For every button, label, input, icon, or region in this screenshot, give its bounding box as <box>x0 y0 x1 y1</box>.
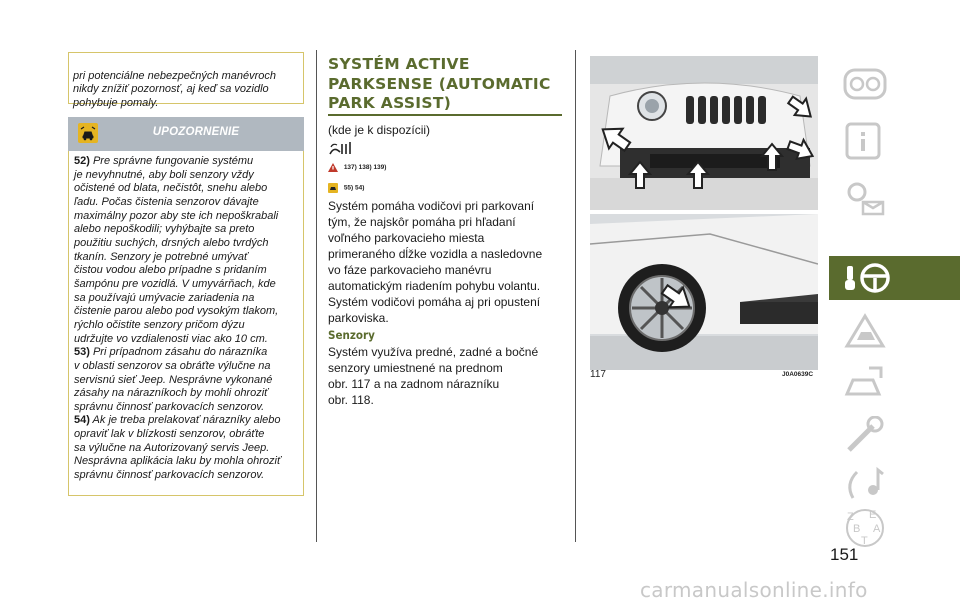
lights-icon <box>843 176 887 216</box>
warning-body <box>68 151 304 496</box>
section-title: SYSTÉM ACTIVE PARKSENSE (AUTOMATIC PARK ASSIST) <box>328 55 551 112</box>
sidebar-item-emergency[interactable] <box>829 358 960 414</box>
column-divider <box>575 50 576 542</box>
index-icon <box>843 506 887 550</box>
warning-item-53: 53) Pri prípadnom zásahu do nárazníka v oblasti senzorov sa obráťte výlučne na servisnú sieť Jeep. Nesprávne vykonané zásahy na nárazníkoch by mohli ohroziť správnu činnosť parkovacích senzorov. <box>74 346 273 413</box>
starting-driving-icon <box>843 260 891 296</box>
sensors-heading: Senzory <box>328 328 375 342</box>
sidebar-item-info[interactable] <box>829 116 960 172</box>
page-number: 151 <box>830 545 859 564</box>
sidebar-item-dashboard[interactable] <box>829 60 960 116</box>
warning-item-52: 52) Pre správne fungovanie systému je nevyhnutné, aby boli senzory vždy očistené od blata, nečistôt, snehu alebo ľadu. Počas čistenia senzorov dávajte maximálny pozor aby ste ich nepoškrabali alebo nepoškodili; vyhýbajte sa preto použitiu suchých, drsných alebo tvrdých tkanín. Senzory je potrebné umývať čistou vodou alebo prípadne s pridaním šampónu pre vozidlá. V umyvárňach, kde sa používajú umývacie zariadenia na čistenie parou alebo pod vysokým tlakom, rýchlo očistite senzory pričom dýzu udržujte vo vzdialenosti viac ako 10 cm. <box>74 155 279 345</box>
svg-text:A: A <box>873 523 881 535</box>
intro-paragraph: Systém pomáha vodičovi pri parkovaní tým, že najskôr pomáha pri hľadaní voľného parkovacieho miesta primeraného dĺžke vozidla a nasledovne vo fáze parkovacieho manévru automatickým riadením pohybu volantu. Systém vodičovi pomáha aj pri opustení parkoviska. <box>328 199 543 325</box>
figure-number: 117 <box>590 369 606 380</box>
reference-row: 55) 54) <box>328 183 364 193</box>
multimedia-icon <box>843 464 887 504</box>
sidebar-item-lights[interactable] <box>829 170 960 226</box>
svg-text:T: T <box>861 535 868 547</box>
reference-row: 137) 138) 139) <box>328 163 386 172</box>
info-icon <box>843 122 887 162</box>
warning-triangle-icon <box>843 312 887 352</box>
warning-header <box>68 117 304 151</box>
sensors-paragraph: Systém využíva predné, zadné a bočné senzory umiestnené na prednom obr. 117 a na zadnom nárazníku obr. 118. <box>328 345 539 407</box>
dashboard-icon <box>843 66 887 106</box>
side-bumper-photo <box>590 214 818 370</box>
caution-text-box <box>68 52 304 109</box>
title-underline <box>328 114 562 116</box>
warning-item-54: 54) Ak je treba prelakovať nárazníky alebo opraviť lak v blízkosti senzorov, obráťte sa výlučne na Autorizovaný servis Jeep. Nesprávna aplikácia laku by mohla ohroziť správnu činnosť parkovacích senzorov. <box>74 414 281 482</box>
column-divider <box>316 50 317 542</box>
caution-text: pri potenciálne nebezpečných manévroch nikdy znížiť pozornosť, aj keď sa vozidlo pohybuje pomaly. <box>73 69 277 109</box>
parksense-icon <box>328 140 356 156</box>
sidebar-item-starting-driving[interactable] <box>829 256 960 300</box>
availability-note: (kde je k dispozícii) <box>328 123 431 137</box>
svg-text:Z: Z <box>847 511 854 523</box>
svg-text:E: E <box>869 509 877 521</box>
sidebar-item-warning[interactable] <box>829 306 960 362</box>
svg-text:B: B <box>853 523 861 535</box>
image-code: J0A0639C <box>782 371 814 378</box>
front-bumper-photo <box>590 56 818 210</box>
watermark: carmanualsonline.info <box>640 578 868 602</box>
warning-title: UPOZORNENIE <box>152 126 240 138</box>
emergency-icon <box>843 364 887 404</box>
caution-icon <box>328 183 338 193</box>
maintenance-icon <box>843 416 887 456</box>
warning-triangle-icon <box>328 163 338 172</box>
